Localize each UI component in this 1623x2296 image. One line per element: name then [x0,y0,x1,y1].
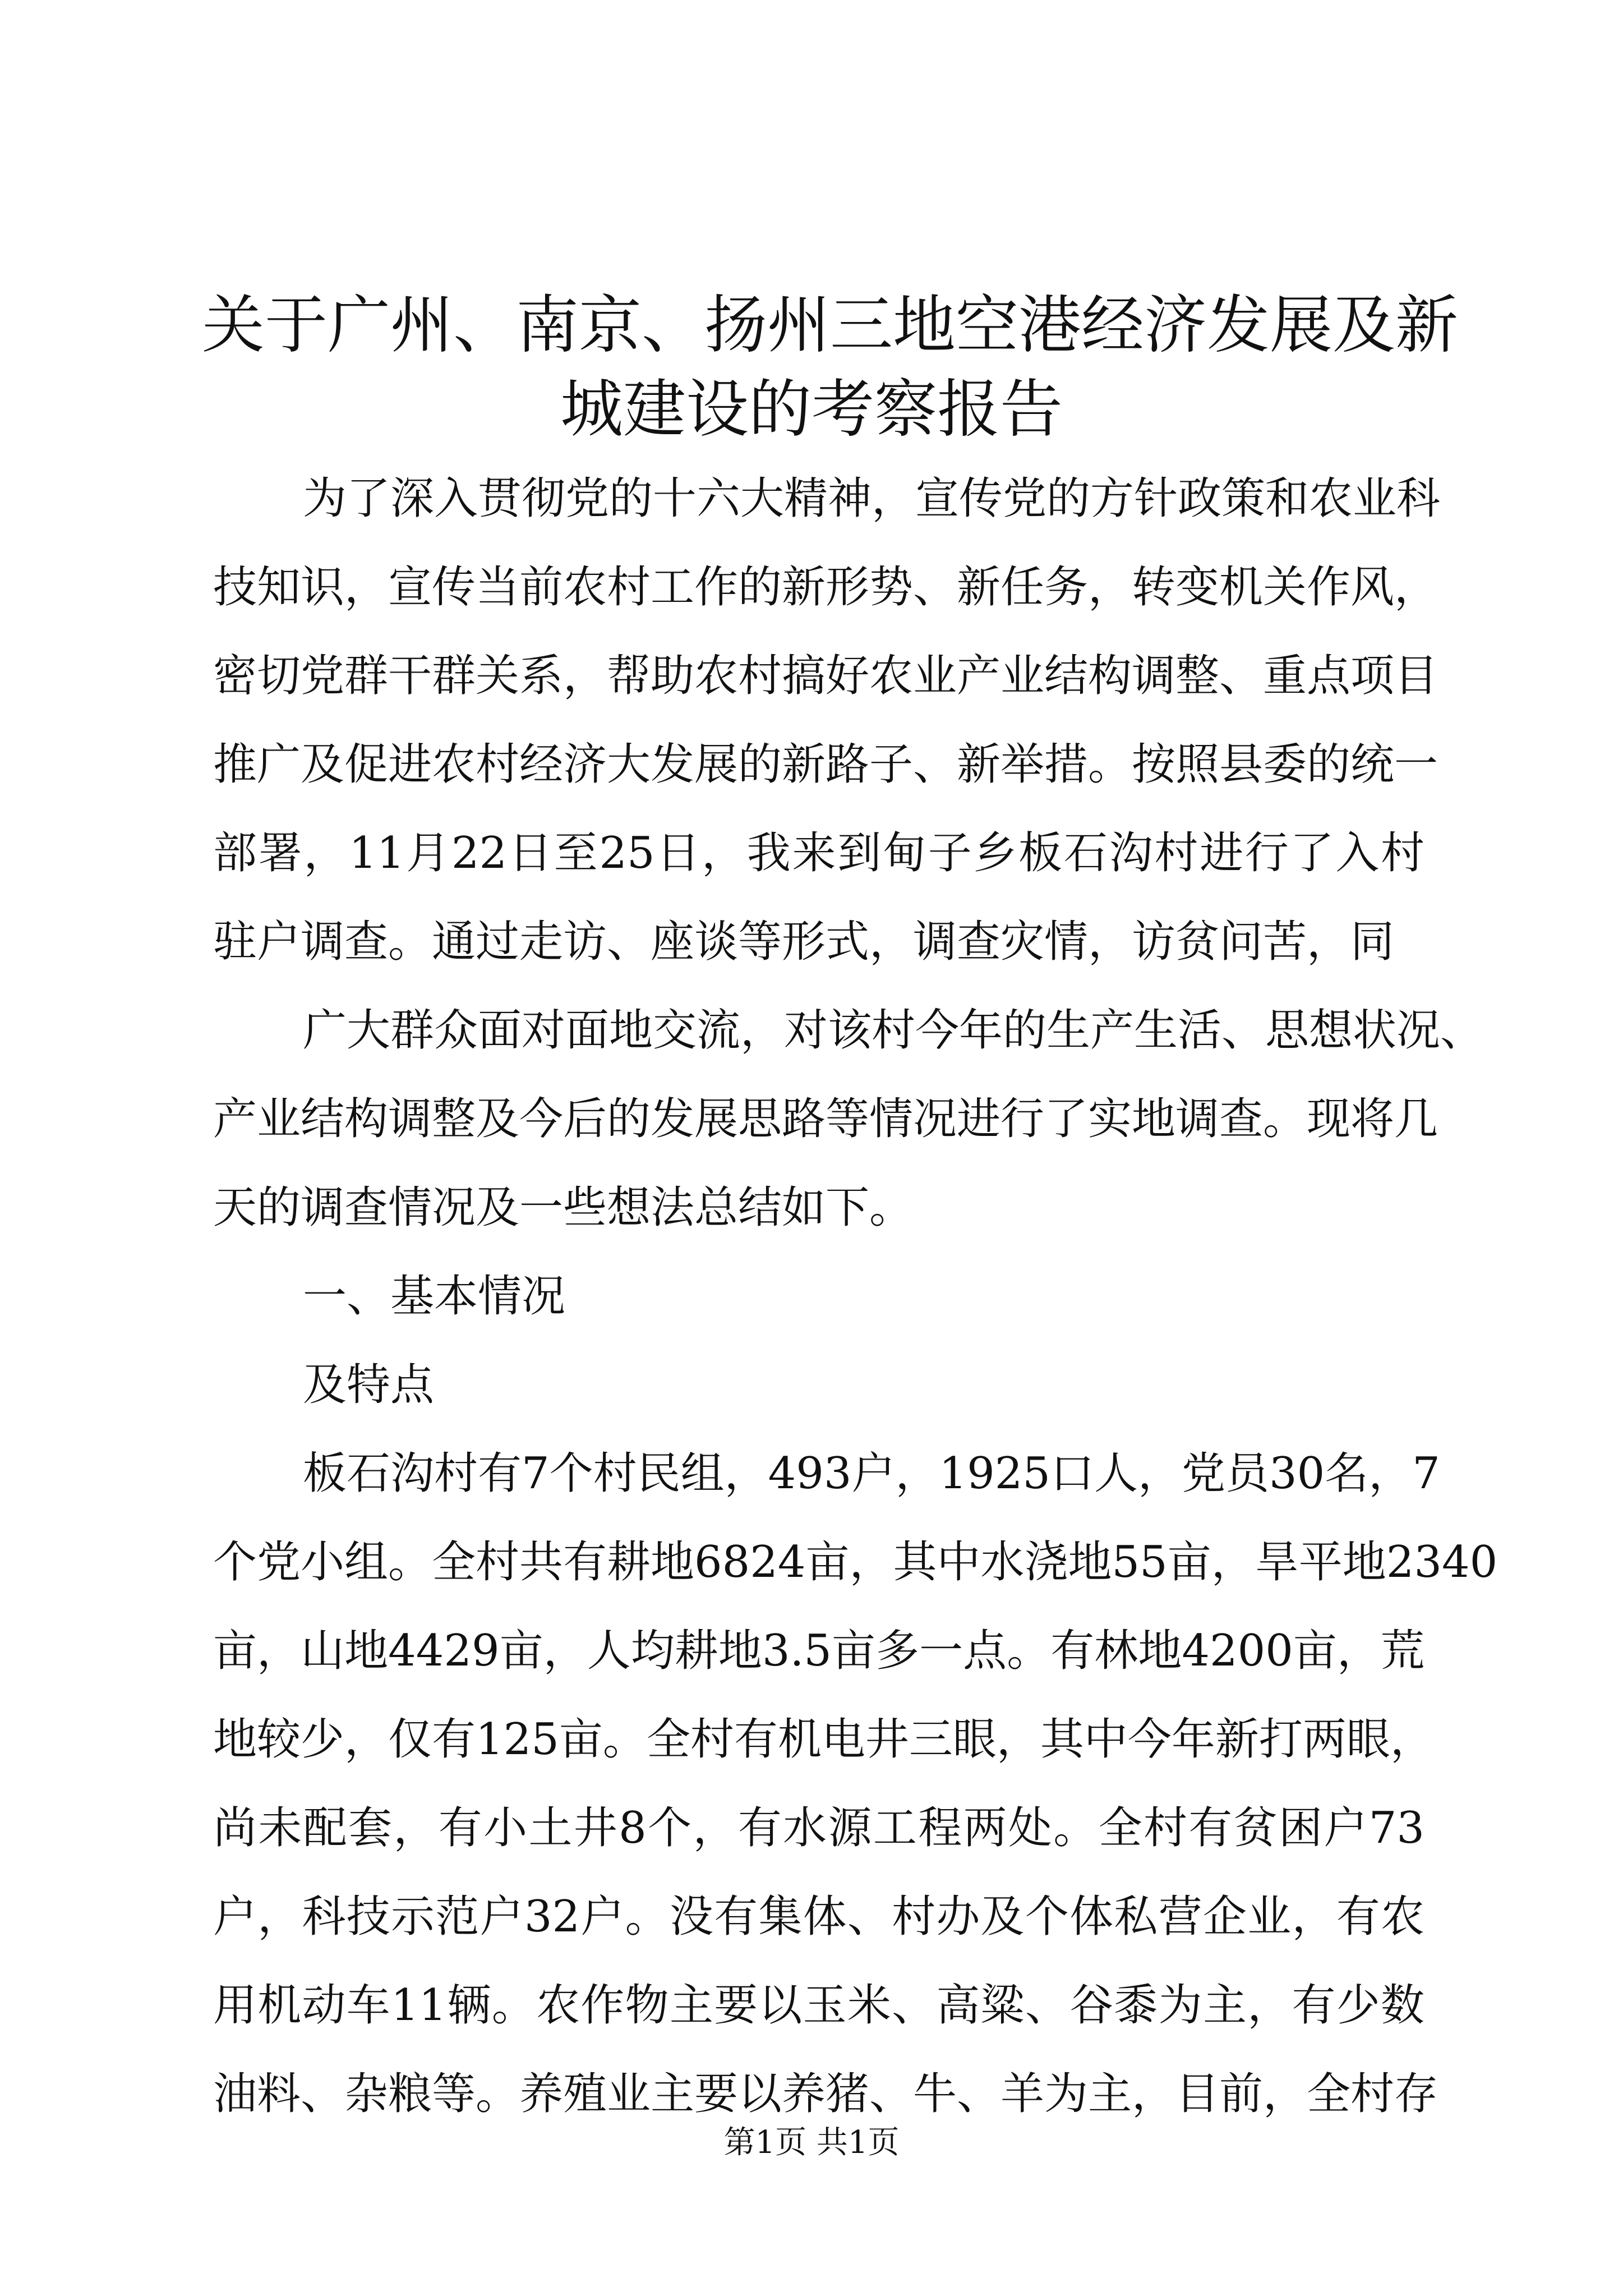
document-title [202,283,1458,452]
page-footer: 第1页 共1页 [723,2124,900,2161]
section-heading: 一、基本情况 [303,1271,566,1322]
paragraph-line: 广大群众面对面地交流，对该村今年的生产生活、思想状况、 [303,1005,1484,1056]
paragraph-line: 密切党群干群关系，帮助农村搞好农业产业结构调整、重点项目 [213,651,1438,701]
section-heading-continued: 及特点 [303,1360,435,1410]
paragraph-line: 推广及促进农村经济大发展的新路子、新举措。按照县委的统一 [213,739,1438,790]
paragraph-line: 户，科技示范户32户。没有集体、村办及个体私营企业，有农 [213,1892,1424,1942]
paragraph-line: 用机动车11辆。农作物主要以玉米、高粱、谷黍为主，有少数 [213,1980,1424,2031]
paragraph-line: 个党小组。全村共有耕地6824亩，其中水浇地55亩，旱平地2340 [213,1537,1498,1588]
paragraph-line: 为了深入贯彻党的十六大精神，宣传党的方针政策和农业科 [303,473,1441,524]
paragraph-line: 产业结构调整及今后的发展思路等情况进行了实地调查。现将几 [213,1094,1438,1144]
paragraph-line: 天的调查情况及一些想法总结如下。 [213,1182,914,1233]
paragraph-line: 板石沟村有7个村民组，493户，1925口人，党员30名，7 [303,1448,1440,1499]
document-body [213,454,1498,2138]
paragraph-line: 油料、杂粮等。养殖业主要以养猪、牛、羊为主，目前，全村存 [213,2069,1438,2119]
paragraph-line: 亩，山地4429亩，人均耕地3.5亩多一点。有林地4200亩，荒 [213,1626,1424,1676]
title-line-1: 关于广州、南京、扬州三地空港经济发展及新 [202,289,1458,362]
paragraph-line: 尚未配套，有小土井8个，有水源工程两处。全村有贫困户73 [213,1803,1424,1853]
paragraph-line: 部署，11月22日至25日，我来到甸子乡板石沟村进行了入村 [213,828,1424,878]
paragraph-line: 地较少，仅有125亩。全村有机电井三眼，其中今年新打两眼， [213,1714,1434,1765]
paragraph-line: 驻户调查。通过走访、座谈等形式，调查灾情，访贫问苦，同 [213,917,1395,967]
title-line-2: 城建设的考察报告 [560,373,1063,446]
paragraph-line: 技知识，宣传当前农村工作的新形势、新任务，转变机关作风， [213,562,1438,613]
